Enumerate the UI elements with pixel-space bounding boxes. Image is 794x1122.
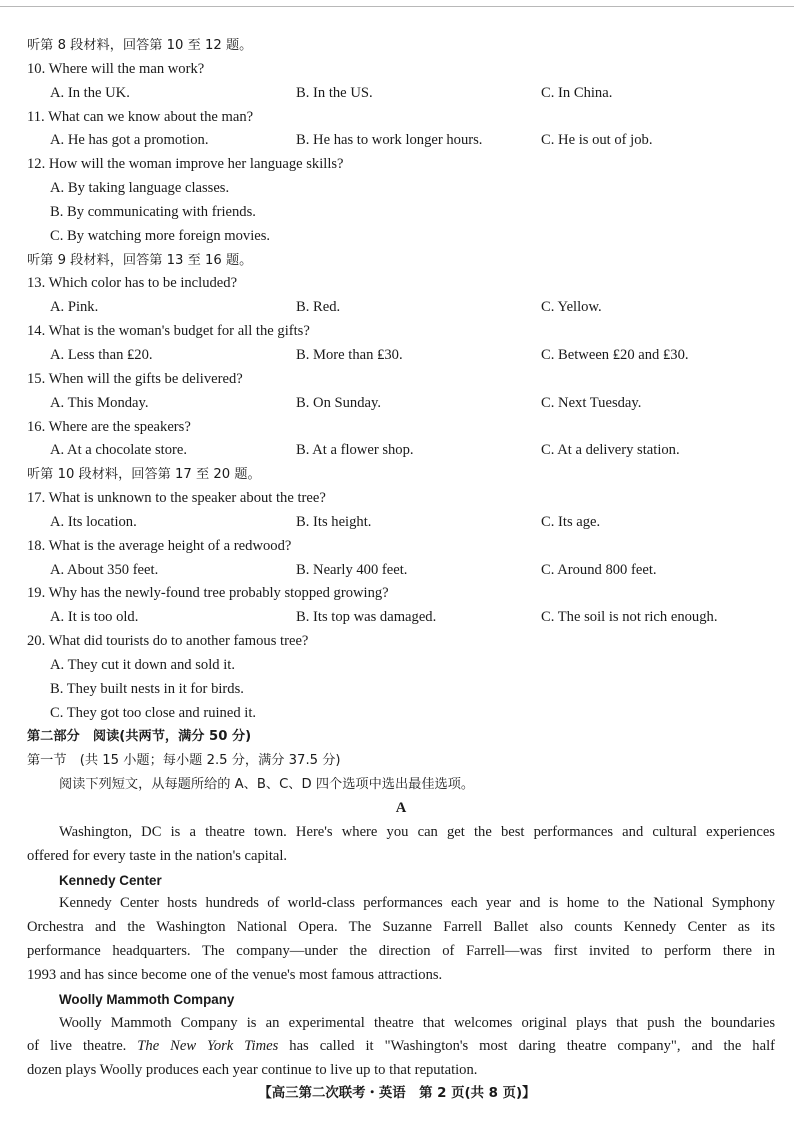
- option-b: B. Red.: [296, 299, 341, 316]
- option-c: C. He is out of job.: [541, 132, 653, 149]
- passage-p2-line2: Orchestra and the Washington National Opera. The Suzanne Farrell Ballet also counts Kennedy Center as its: [27, 919, 775, 936]
- reading-instruction: 阅读下列短文，从每题所给的 A、B、C、D 四个选项中选出最佳选项。: [59, 777, 475, 793]
- text-run: has called it "Washington's most daring theatre company", and the half: [278, 1038, 775, 1055]
- passage-p3-line3: dozen plays Woolly produces each year continue to live up to that reputation.: [27, 1062, 478, 1079]
- newspaper-title: The New York Times: [137, 1038, 279, 1055]
- question-18: 18. What is the average height of a redwood?: [27, 537, 292, 554]
- option-b: B. He has to work longer hours.: [296, 132, 483, 149]
- question-16: 16. Where are the speakers?: [27, 418, 191, 435]
- subheading-kennedy-center: Kennedy Center: [59, 872, 162, 888]
- passage-p3-line2: [27, 1035, 775, 1059]
- option-c: C. Its age.: [541, 513, 601, 530]
- option-c: C. Yellow.: [541, 299, 602, 316]
- passage-p2-line3: performance headquarters. The company—under the direction of Farrell—was first invited to perform there in: [27, 943, 775, 960]
- option-a: A. By taking language classes.: [50, 180, 230, 197]
- option-c: C. Between ₤20 and ₤30.: [541, 346, 689, 363]
- passage-p2-line4: 1993 and has since become one of the venue's most famous attractions.: [27, 966, 443, 983]
- options-10: [27, 82, 775, 106]
- options-17: [27, 511, 775, 535]
- options-11: [27, 129, 775, 153]
- option-c: C. Around 800 feet.: [541, 561, 657, 578]
- option-b: B. Its height.: [296, 513, 372, 530]
- page-footer: 【高三第二次联考・英语 第 2 页(共 8 页)】: [258, 1086, 536, 1101]
- option-c: C. The soil is not rich enough.: [541, 609, 718, 626]
- option-c: C. They got too close and ruined it.: [50, 704, 257, 721]
- question-10: 10. Where will the man work?: [27, 60, 205, 77]
- options-18: [27, 559, 775, 583]
- options-19: [27, 606, 775, 630]
- question-17: 17. What is unknown to the speaker about the tree?: [27, 490, 326, 507]
- option-a: A. They cut it down and sold it.: [50, 656, 235, 673]
- passage-label: A: [395, 800, 407, 816]
- question-11: 11. What can we know about the man?: [27, 108, 254, 125]
- option-a: A. Pink.: [50, 299, 99, 316]
- section-heading-9: 听第 9 段材料，回答第 13 至 16 题。: [27, 252, 253, 268]
- option-b: B. By communicating with friends.: [50, 203, 256, 220]
- option-c: C. By watching more foreign movies.: [50, 227, 271, 244]
- section-heading-8: 听第 8 段材料，回答第 10 至 12 题。: [27, 38, 253, 53]
- option-a: A. He has got a promotion.: [50, 132, 209, 149]
- section-heading-10: 听第 10 段材料，回答第 17 至 20 题。: [27, 467, 261, 483]
- option-a: A. About 350 feet.: [50, 561, 159, 578]
- options-13: [27, 296, 775, 320]
- option-b: B. In the US.: [296, 84, 373, 101]
- exam-page: [27, 34, 775, 1083]
- option-a: A. In the UK.: [50, 84, 130, 101]
- section-one-title: 第一节 (共 15 小题；每小题 2.5 分，满分 37.5 分): [27, 753, 341, 769]
- option-b: B. More than ₤30.: [296, 346, 403, 363]
- part-two-title: 第二部分 阅读(共两节，满分 50 分): [27, 729, 252, 745]
- top-rule: [0, 6, 794, 7]
- text-run: of live theatre.: [27, 1038, 138, 1055]
- passage-p3-line1: Woolly Mammoth Company is an experimental theatre that welcomes original plays that push the boundaries: [59, 1014, 775, 1031]
- option-a: A. At a chocolate store.: [50, 442, 187, 459]
- option-c: C. At a delivery station.: [541, 442, 680, 459]
- option-b: B. Nearly 400 feet.: [296, 561, 408, 578]
- option-b: B. Its top was damaged.: [296, 609, 437, 626]
- question-19: 19. Why has the newly-found tree probably stopped growing?: [27, 585, 389, 602]
- options-16: [27, 439, 775, 463]
- options-15: [27, 392, 775, 416]
- passage-p1-line2: offered for every taste in the nation's capital.: [27, 847, 288, 864]
- option-a: A. This Monday.: [50, 394, 149, 411]
- option-b: B. They built nests in it for birds.: [50, 680, 244, 697]
- option-a: A. Less than ₤20.: [50, 346, 153, 363]
- option-c: C. In China.: [541, 84, 613, 101]
- question-15: 15. When will the gifts be delivered?: [27, 370, 243, 387]
- question-13: 13. Which color has to be included?: [27, 275, 238, 292]
- question-14: 14. What is the woman's budget for all the gifts?: [27, 323, 310, 340]
- passage-p2-line1: Kennedy Center hosts hundreds of world-class performances each year and is home to the National Symphony: [59, 895, 775, 912]
- passage-p1-line1: Washington, DC is a theatre town. Here's where you can get the best performances and cultural experiences: [59, 823, 775, 840]
- question-12: 12. How will the woman improve her language skills?: [27, 156, 344, 173]
- option-b: B. At a flower shop.: [296, 442, 414, 459]
- option-b: B. On Sunday.: [296, 394, 381, 411]
- option-a: A. Its location.: [50, 513, 137, 530]
- option-a: A. It is too old.: [50, 609, 139, 626]
- subheading-woolly-mammoth: Woolly Mammoth Company: [59, 991, 235, 1007]
- question-20: 20. What did tourists do to another famous tree?: [27, 633, 309, 650]
- options-14: [27, 344, 775, 368]
- option-c: C. Next Tuesday.: [541, 394, 642, 411]
